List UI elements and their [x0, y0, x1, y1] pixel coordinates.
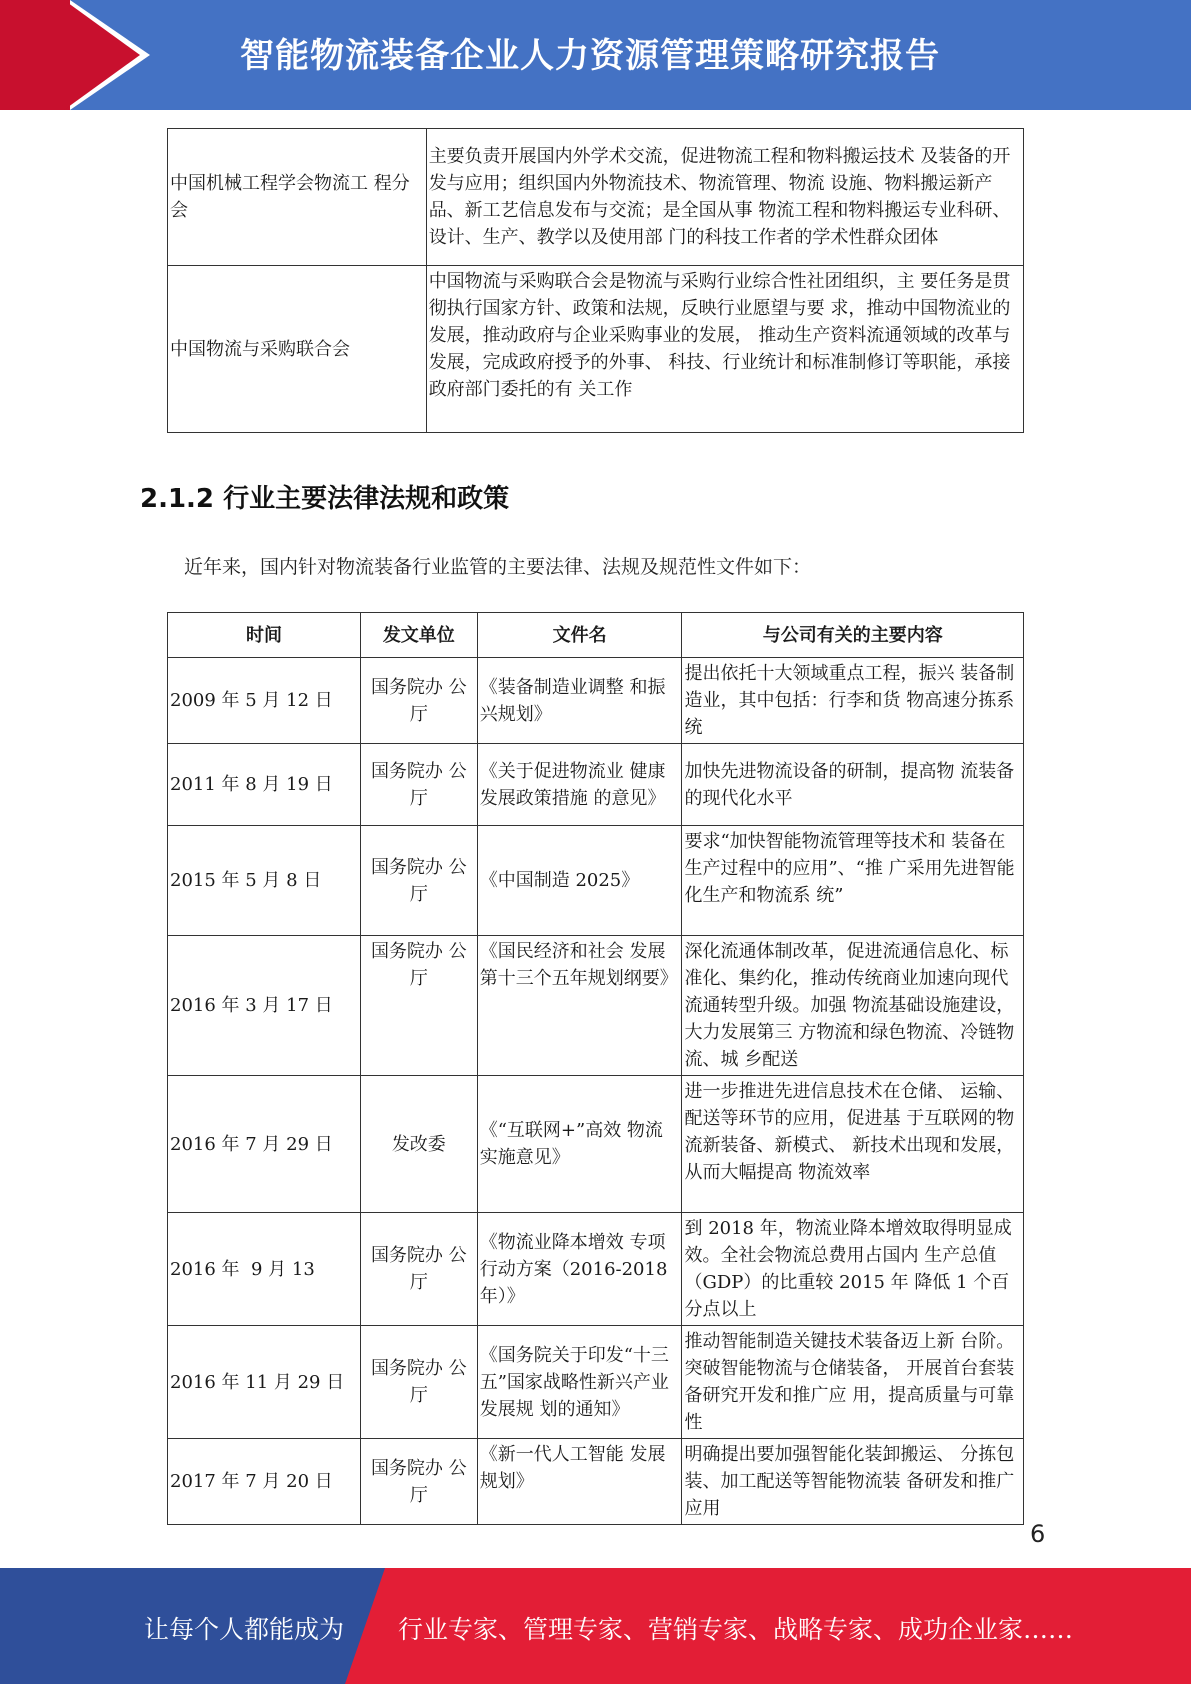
column-header: 时间	[168, 613, 361, 658]
cell-document: 《“互联网+”高效 物流实施意见》	[477, 1076, 682, 1213]
cell-date: 2017 年 7 月 20 日	[168, 1439, 361, 1525]
page-footer	[0, 1568, 1191, 1684]
header-red-chevron	[64, 0, 140, 110]
cell-content: 明确提出要加强智能化装卸搬运、 分拣包装、加工配送等智能物流装 备研发和推广应用	[682, 1439, 1024, 1525]
table-row	[168, 1439, 1024, 1525]
policy-table	[167, 612, 1024, 1525]
table-row	[168, 658, 1024, 744]
cell-issuer: 国务院办 公厅	[360, 936, 477, 1076]
cell-date: 2016 年 11 月 29 日	[168, 1326, 361, 1439]
cell-date: 2016 年 9 月 13	[168, 1213, 361, 1326]
column-header: 发文单位	[360, 613, 477, 658]
cell-date: 2015 年 5 月 8 日	[168, 826, 361, 936]
cell-content: 加快先进物流设备的研制，提高物 流装备的现代化水平	[682, 744, 1024, 826]
cell-document: 《装备制造业调整 和振兴规划》	[477, 658, 682, 744]
cell-document: 《中国制造 2025》	[477, 826, 682, 936]
table-row	[168, 129, 1024, 266]
footer-slogan-left: 让每个人都能成为	[144, 1615, 345, 1644]
cell-content: 到 2018 年，物流业降本增效取得明显成效。全社会物流总费用占国内 生产总值（GDP）的比重较 2015 年 降低 1 个百分点以上	[682, 1213, 1024, 1326]
org-description: 中国物流与采购联合会是物流与采购行业综合性社团组织，主 要任务是贯彻执行国家方针、政策和法规，反映行业愿望与要 求，推动中国物流业的发展，推动政府与企业采购事业的发展， 推动生产资料流通领域的改革与发展，完成政府授予的外事、 科技、行业统计和标准制修订等职能，承接政府部门委托的有 关工作	[426, 266, 1023, 433]
cell-issuer: 国务院办 公厅	[360, 1326, 477, 1439]
table-row	[168, 1076, 1024, 1213]
table-row	[168, 826, 1024, 936]
cell-date: 2011 年 8 月 19 日	[168, 744, 361, 826]
cell-content: 深化流通体制改革，促进流通信息化、标准化、集约化，推动传统商业加速向现代流通转型升级。加强 物流基础设施建设，大力发展第三 方物流和绿色物流、冷链物流、城 乡配送	[682, 936, 1024, 1076]
cell-content: 推动智能制造关键技术装备迈上新 台阶。突破智能物流与仓储装备， 开展首台套装备研究开发和推广应 用，提高质量与可靠性	[682, 1326, 1024, 1439]
table-row	[168, 936, 1024, 1076]
page-number: 6	[1030, 1520, 1046, 1548]
footer-blue-slant	[345, 1568, 385, 1684]
header-red-band	[0, 0, 70, 110]
org-name: 中国物流与采购联合会	[168, 266, 427, 433]
cell-document: 《关于促进物流业 健康发展政策措施 的意见》	[477, 744, 682, 826]
org-name: 中国机械工程学会物流工 程分会	[168, 129, 427, 266]
intro-paragraph: 近年来，国内针对物流装备行业监管的主要法律、法规及规范性文件如下：	[184, 556, 812, 578]
table-row	[168, 266, 1024, 433]
table-row	[168, 1213, 1024, 1326]
cell-issuer: 国务院办 公厅	[360, 744, 477, 826]
cell-issuer: 发改委	[360, 1076, 477, 1213]
table-header-row	[168, 613, 1024, 658]
cell-content: 进一步推进先进信息技术在仓储、 运输、配送等环节的应用，促进基 于互联网的物流新装备、新模式、 新技术出现和发展，从而大幅提高 物流效率	[682, 1076, 1024, 1213]
cell-issuer: 国务院办 公厅	[360, 658, 477, 744]
cell-date: 2016 年 7 月 29 日	[168, 1076, 361, 1213]
report-title: 智能物流装备企业人力资源管理策略研究报告	[240, 36, 940, 76]
cell-content: 要求“加快智能物流管理等技术和 装备在生产过程中的应用”、“推 广采用先进智能化生产和物流系 统”	[682, 826, 1024, 936]
cell-issuer: 国务院办 公厅	[360, 1213, 477, 1326]
table-row	[168, 744, 1024, 826]
table-row	[168, 1326, 1024, 1439]
page-header	[0, 0, 1191, 110]
cell-issuer: 国务院办 公厅	[360, 1439, 477, 1525]
column-header: 与公司有关的主要内容	[682, 613, 1024, 658]
cell-document: 《国务院关于印发“十三五”国家战略性新兴产业发展规 划的通知》	[477, 1326, 682, 1439]
cell-document: 《物流业降本增效 专项行动方案（2016-2018 年）》	[477, 1213, 682, 1326]
footer-slogan-right: 行业专家、管理专家、营销专家、战略专家、成功企业家……	[398, 1615, 1074, 1644]
cell-date: 2016 年 3 月 17 日	[168, 936, 361, 1076]
org-table	[167, 128, 1024, 433]
section-heading: 2.1.2 行业主要法律法规和政策	[140, 484, 510, 514]
cell-document: 《新一代人工智能 发展规划》	[477, 1439, 682, 1525]
cell-issuer: 国务院办 公厅	[360, 826, 477, 936]
cell-content: 提出依托十大领域重点工程，振兴 装备制造业，其中包括：行李和货 物高速分拣系统	[682, 658, 1024, 744]
column-header: 文件名	[477, 613, 682, 658]
cell-date: 2009 年 5 月 12 日	[168, 658, 361, 744]
org-description: 主要负责开展国内外学术交流，促进物流工程和物料搬运技术 及装备的开发与应用；组织国内外物流技术、物流管理、物流 设施、物料搬运新产品、新工艺信息发布与交流；是全国从事 物流工程和物料搬运专业科研、设计、生产、教学以及使用部 门的科技工作者的学术性群众团体	[426, 129, 1023, 266]
cell-document: 《国民经济和社会 发展第十三个五年规划纲要》	[477, 936, 682, 1076]
